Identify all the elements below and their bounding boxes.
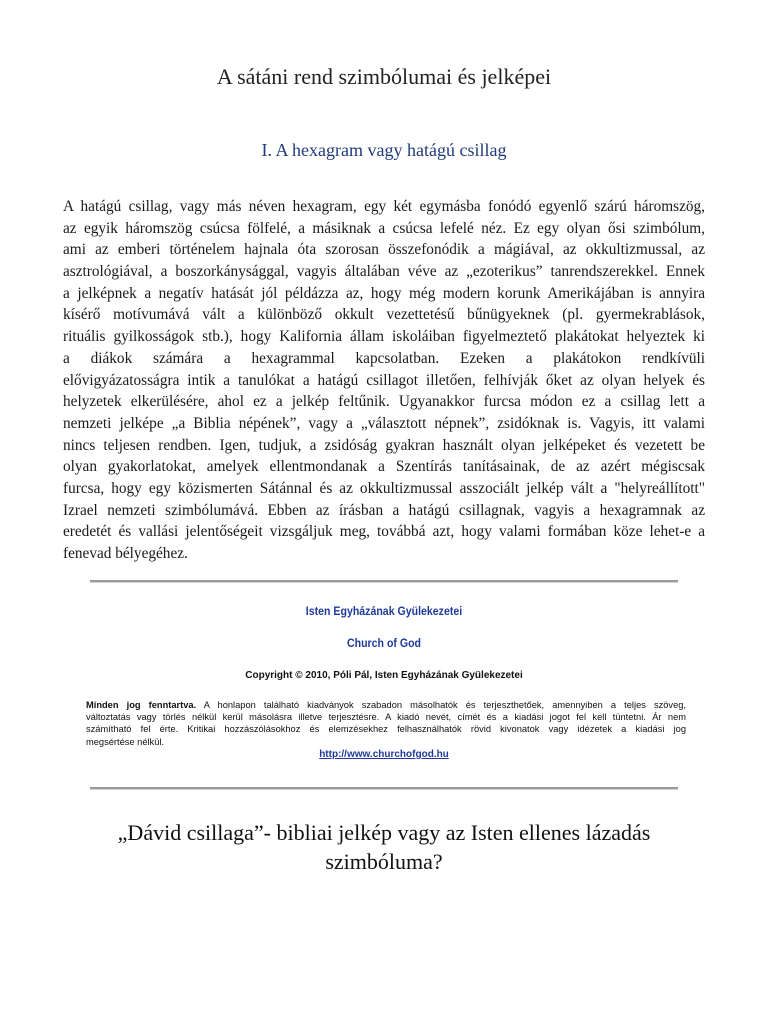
body-line: Izrael nemzeti szimbólumává. Ebben az írásban a hatágú csillagnak, vagyis a hexagramnak az [63, 501, 705, 519]
next-article-title-line2: szimbóluma? [325, 849, 443, 874]
publisher-name: Isten Egyházának Gyülekezetei [305, 606, 463, 618]
body-line: kísérő motívumává vált a különböző okkult vezettetésű bűnügyeknek (pl. gyermekrablások, [63, 306, 705, 324]
body-line: rituális gyilkosságok stb.), hogy Kalifornia állam iskoláiban figyelmeztető plakátokat helyeztek ki [63, 328, 705, 346]
rights-notice [86, 699, 686, 748]
body-line: a jelképnek a negatív hatását jól példázza az, hogy még modern korunk Amerikájában is annyira [63, 284, 705, 302]
body-paragraph [63, 196, 705, 565]
rights-line: változtatás vagy törlés nélkül kerül másolásra illetve terjesztésre. A kiadó nevét, címét és a kiadási jogot fel kell tüntetni. Ár nem [86, 712, 686, 723]
publisher-name-english: Church of God [346, 638, 422, 650]
body-line: A hatágú csillag, vagy más néven hexagram, egy két egymásba fonódó egyenlő szárú háromszög, [63, 198, 705, 215]
body-line: ami az emberi történelem hajnala óta szorosan összefonódik a mágiával, az okkultizmussal, az [63, 241, 705, 259]
divider-top [90, 580, 678, 583]
website-link[interactable]: http://www.churchofgod.hu [319, 749, 449, 760]
rights-line [86, 699, 686, 711]
body-line: eredetét és vallási jelentőségeit vizsgáljuk meg, továbbá azt, hogy valami formában köze lehet-e a [63, 523, 705, 541]
body-line: asztrológiával, a boszorkánysággal, vagyis általában véve az „ezoterikus” tanrendszerekkel. Ennek [63, 263, 705, 281]
body-line: a diákok számára a hexagrammal kapcsolatban. Ezeken a plakátokon rendkívüli [63, 349, 705, 367]
rights-text: A honlapon található kiadványok szabadon másolhatók és terjeszthetőek, amennyiben a teljes szöveg, [203, 700, 687, 710]
body-line: az egyik háromszög csúcsa fölfelé, a másiknak a csúcsa lefelé néz. Ez egy olyan ősi szimbólum, [63, 219, 705, 237]
copyright-notice: Copyright © 2010, Póli Pál, Isten Egyházának Gyülekezetei [245, 670, 523, 681]
body-line: nincs teljesen rendben. Igen, tudjuk, a zsidóság gyakran használt olyan jelképeket és vezetett be [63, 436, 705, 454]
body-line: fenevad bélyegéhez. [63, 545, 188, 562]
next-article-title-line1: „Dávid csillaga”- bibliai jelkép vagy az Isten ellenes lázadás [117, 820, 651, 845]
rights-bold-label: Minden jog fenntartva. [86, 700, 197, 710]
body-line: elővigyázatosságra intik a tanulókat a hatágú csillagot illetően, felhívják őket az olyan helyek és [63, 371, 705, 389]
divider-bottom [90, 787, 678, 790]
rights-line: számítható fel érte. Kritikai hozzászólásokhoz és elemzésekhez felhasználhatók rövid kivonatok vagy idézetek a kiadási jog [86, 724, 686, 735]
body-line: furcsa, hogy egy közismerten Sátánnal és az okkultizmussal asszociált jelkép vált a "helyreállított" [63, 479, 705, 497]
body-line: helyzetek elkerülésére, ahol ez a jelkép feltűnik. Ugyanakkor furcsa módon ez a csillag lett a [63, 393, 705, 411]
page-title: A sátáni rend szimbólumai és jelképei [216, 64, 552, 89]
body-line: olyan gyakorlatokat, amelyek ellentmondanak a Szentírás tanításainak, de az azért mégiscsak [63, 458, 705, 476]
body-line: nemzeti jelképe „a Biblia népének”, vagy a „választott népnek”, zsidóknak is. Vagyis, itt valami [63, 414, 705, 432]
next-article-title [0, 818, 768, 876]
section-heading: I. A hexagram vagy hatágú csillag [261, 140, 507, 160]
rights-line: megsértése nélkül. [86, 736, 165, 747]
